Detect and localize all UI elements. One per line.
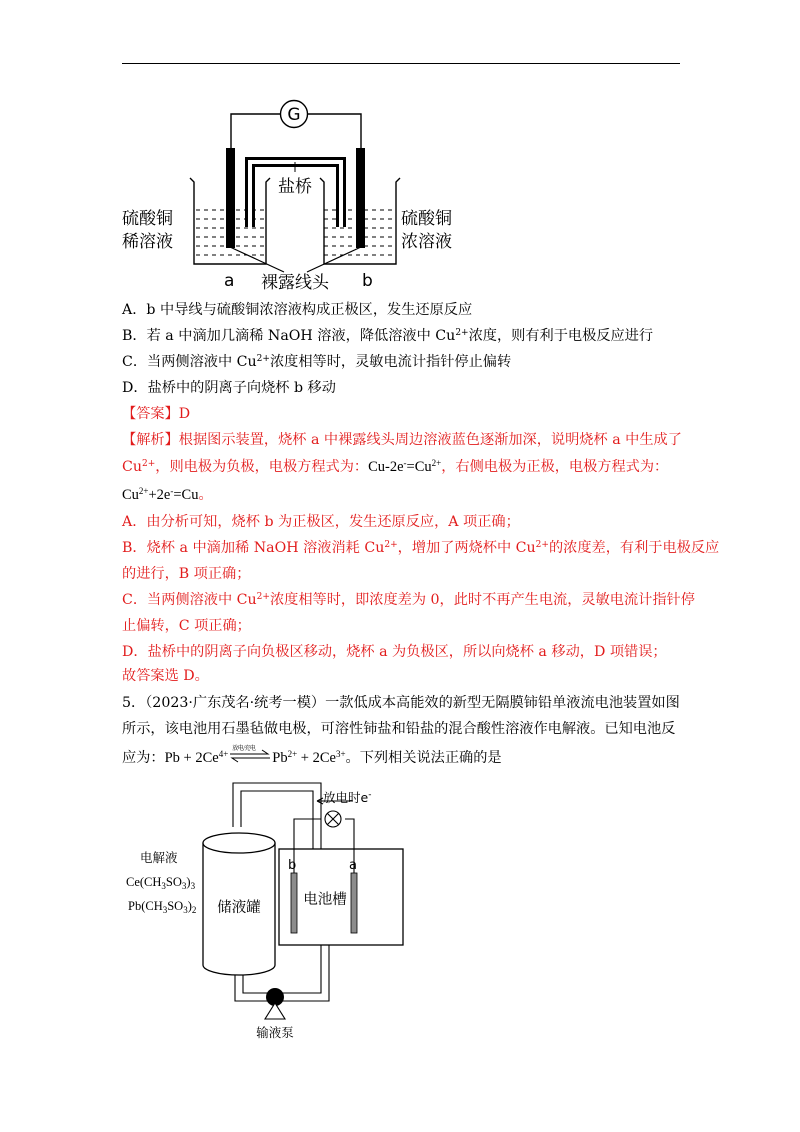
cell-label: 电池槽 xyxy=(303,892,347,908)
anode-equation: $Cu-2e^-=Cu^{2+}$ xyxy=(368,458,442,475)
cell-reaction-equation: $Pb + 2Ce^{4+}$ 放电/充电 $Pb^{2+} + 2Ce^{3+}$ xyxy=(164,746,346,766)
cathode-equation: $Cu^{2+}+2e^-=Cu$ xyxy=(122,486,199,503)
question-5-line-1: 5．（2023·广东茂名·统考一模）一款低成本高能效的新型无隔膜铈铅单液流电池装置如图 xyxy=(122,695,680,711)
analysis-line-2: $Cu^{2+}$，则电极为负极，电极方程式为：$Cu-2e^-=Cu^{2+}$，右侧电极为正极，电极方程式为： xyxy=(122,458,669,475)
reversible-arrow: 放电/充电 xyxy=(228,748,272,764)
analysis-b-2: 的进行，B 项正确； xyxy=(122,566,251,582)
analysis-c-2: 止偏转，C 项正确； xyxy=(122,618,251,634)
pump-label: 输液泵 xyxy=(256,1025,294,1040)
electrolyte-label: 电解液 $Ce(CH_3SO_3)_3$ $Pb(CH_3SO_3)_2$ xyxy=(140,846,196,918)
question-5-line-3: 应为：$Pb + 2Ce^{4+}$ 放电/充电 $Pb^{2+} + 2Ce^{3+}$。下列相关说法正确的是 xyxy=(122,746,502,766)
right-solution-label: 硫酸铜 浓溶液 xyxy=(401,209,452,252)
electrode-b xyxy=(356,148,365,248)
analysis-b-1: B．烧杯 a 中滴加稀 NaOH 溶液消耗 $Cu^{2+}$，增加了两烧杯中 $Cu^{2+}$的浓度差，有利于电极反应 xyxy=(122,540,720,556)
pb-formula: $Pb(CH_3SO_3)_2$ xyxy=(128,899,197,915)
electrode-label-a: a xyxy=(349,858,357,873)
electrode-label-b: b xyxy=(288,858,297,873)
analysis-conclusion: 故答案选 D。 xyxy=(122,668,209,684)
option-c: C．当两侧溶液中 $Cu^{2+}$浓度相等时，灵敏电流计指针停止偏转 xyxy=(122,354,512,370)
concentration-cell-diagram xyxy=(186,92,486,292)
analysis-a: A．由分析可知，烧杯 b 为正极区，发生还原反应，A 项正确； xyxy=(122,514,520,530)
galvanometer-label: G xyxy=(287,105,301,125)
analysis-d: D．盐桥中的阴离子向负极区移动，烧杯 a 为负极区，所以向烧杯 a 移动，D 项错误； xyxy=(122,644,667,660)
analysis-c-1: C．当两侧溶液中 $Cu^{2+}$浓度相等时，即浓度差为 0，此时不再产生电流，灵敏电流计指针停 xyxy=(122,592,695,608)
header-rule xyxy=(122,63,680,64)
label-b: b xyxy=(362,271,373,291)
question-5-line-2: 所示，该电池用石墨毡做电极，可溶性铈盐和铅盐的混合酸性溶液作电解液。已知电池反 xyxy=(122,721,676,737)
option-b: B．若 a 中滴加几滴稀 NaOH 溶液，降低溶液中 $Cu^{2+}$浓度，则有利于电极反应进行 xyxy=(122,328,654,344)
tank-label: 储液罐 xyxy=(217,900,261,916)
analysis-line-3: $Cu^{2+}+2e^-=Cu$。 xyxy=(122,486,213,503)
ce-formula: $Ce(CH_3SO_3)_3$ xyxy=(126,875,196,891)
electrode-a xyxy=(226,148,235,248)
option-a: A．b 中导线与硫酸铜浓溶液构成正极区，发生还原反应 xyxy=(122,302,473,318)
answer-line: 【答案】D xyxy=(122,406,191,422)
option-d: D．盐桥中的阴离子向烧杯 b 移动 xyxy=(122,380,336,396)
discharge-label: 放电时e- xyxy=(323,790,372,805)
electrode-a-2 xyxy=(351,873,357,933)
exposed-wire-label: 裸露线头 xyxy=(261,273,329,293)
left-solution-label: 硫酸铜 稀溶液 xyxy=(122,209,173,252)
label-a: a xyxy=(224,271,235,291)
salt-bridge-label: 盐桥 xyxy=(278,177,312,197)
electrode-b-2 xyxy=(291,873,297,933)
analysis-line-1: 【解析】根据图示装置，烧杯 a 中裸露线头周边溶液蓝色逐渐加深，说明烧杯 a 中生成了 xyxy=(122,432,682,448)
